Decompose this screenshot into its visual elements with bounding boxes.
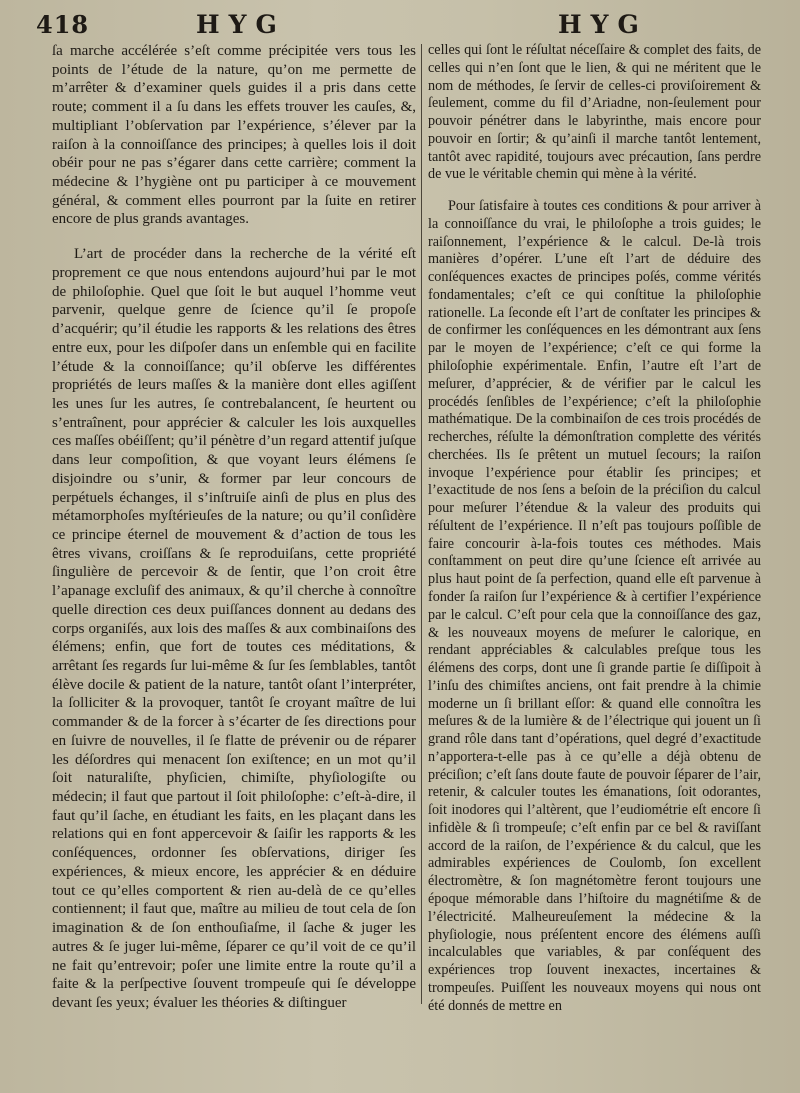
paragraph: Pour ſatisfaire à toutes ces conditions & pour arriver à la connoiſſance du vrai, le philoſophe a trois guides; le raiſonnement, l’expérience & le calcul. De-là trois manières d’opérer. L’une eſt l’art de déduire des conſéquences exactes de principes poſés, comme vérités fondamentales; c’eſt ce qui conſtitue la philoſophie rationelle. La ſeconde eſt l’art de conſtater les principes & de confirmer les conſéquences en les démontrant aux ſens par le moyen de l’expérience; c’eſt ce qui forme la philoſophie expérimentale. Enfin, l’autre eſt l’art de meſurer, d’apprécier, & de vérifier par le calcul les procédés ſenſibles de l’expérience; c’eſt la philoſophie mathématique. De la combinaiſon de ces trois procédés de recherches, réſulte la démonſtration complette des vérités cherchées. Ils ſe prêtent un mutuel ſecours; la raiſon invoque l’expérience pour établir ſes principes; et l’exactitude de nos ſens a beſoin de la préciſion du calcul pour meſurer l’étendue & la valeur des produits qui réſultent de l’expérience. Il n’eſt pas toujours poſſible de faire concourir à-la-fois toutes ces méthodes. Mais conſtamment on peut dire qu’une ſcience eſt arrivée au plus haut point de ſa perfection, quand elle eſt parvenue à fonder ſa raiſon ſur l’expérience & à certifier l’expérience par le calcul. C’eſt pour cela que la connoiſſance des gaz, & les nouveaux moyens de meſurer le calorique, en rendant appréciables & calculables preſque tous les élémens des corps, dont une ſi grande partie ſe diſſipoit à l’inſu des chimiſtes anciens, ont fait prendre à la chimie moderne un ſi brillant eſſor: & quand elle connoîtra les meſures & de la lumière & de l’électrique qui jouent un ſi grand rôle dans tant d’opérations, quel degré d’exactitude n’apportera-t-elle pas à ce qu’elle a déjà obtenu de préciſion; c’eſt ſans doute faute de pouvoir ſéparer de l’air, retenir, & calculer toutes les émanations, ſoit odorantes, ſoit inodores qui l’altèrent, que l’eudiométrie eſt encore ſi infidèle & ſi trompeuſe; c’eſt enfin par ce bel & raviſſant accord de la raiſon, de l’expérience & du calcul, que les admirables expériences de Coulomb, ſon excellent électromètre, & ſon magnétomètre feront toujours une époque mémorable dans l’hiſtoire du magnétiſme & de l’électricité. Malheureuſement la médecine & la phyſiologie, nous préſentent encore des élémens auſſi incalculables que variables, & par conſéquent des expériences trop ſouvent inexactes, incertaines & trompeuſes. Puiſſent les nouveaux moyens qui nous ont été donnés de mettre en [428,198,761,1014]
running-title-left: HYG [196,10,286,39]
page-number: 418 [36,10,90,39]
paragraph: L’art de procéder dans la recherche de la vérité eſt proprement ce que nous entendons aujourd’hui par le mot de philoſophie. Quel que ſoit le but auquel l’homme veut parvenir, quelque genre de ſcience qu’il ſe propoſe d’acquérir; qu’il étudie les rapports & les relations des êtres entre eux, pour les diſpoſer dans un enſemble qui en facilite l’étude & la connoiſſance; qu’il obſerve les différentes propriétés de leurs maſſes & la manière dont elles agiſſent les unes ſur les autres, ſe contrebalancent, ſe heurtent ou s’entraînent, pour apprécier & calculer les lois auxquelles ces maſſes obéiſſent; qu’il pénètre d’un regard attentif juſque dans leur compoſition, & que voyant leurs élémens ſe disjoindre ou s’unir, & former par leur concours de perpétuels échanges, il s’inſtruiſe ainſi de plus en plus des métamorphoſes myſtérieuſes de la nature; ou qu’il conſidère ce principe éternel de mouvement & d’action de tous les êtres vivans, croiſſans & ſe reproduiſans, cette propriété ſingulière de percevoir & de ſentir, que l’on croit être l’apanage excluſif des animaux, & qu’il cherche à connoître quelle direction ces deux puiſſances donnent au dedans des corps organiſés, aux lois des maſſes & aux combinaiſons des élémens; enfin, que fort de toutes ces méditations, & arrêtant ſes regards ſur lui-même & ſur ſes ſemblables, tantôt élève docile & patient de la nature, tantôt oſant l’interpréter, la ſolliciter & la provoquer, tantôt ſe croyant maître de lui commander & de la forcer à s’écarter de ſes directions pour en ſuivre de nouvelles, il ſe flatte de prévenir ou de réparer les déſordres qui menacent ſon exiſtence; en un mot qu’il ſoit naturaliſte, phyſicien, chimiſte, phyſiologiſte ou médecin; il faut que partout il ſoit philoſophe: c’eſt-à-dire, il faut qu’il ſache, en étudiant les faits, en les plaçant dans les relations qui en font appercevoir & ſaiſir les rapports & les conſéquences, ordonner ſes obſervations, diriger ſes expériences, & mieux encore, les apprécier & en déduire tout ce qu’elles comportent & rien au-delà de ce qu’elles contiennent; il faut que, maître au milieu de tout cela de ſon imagination & de ſon enthouſiaſme, il ſache & juger les autres & ſe juger lui-même, ſéparer ce qu’il voit de ce qu’il ne fait qu’entrevoir; poſer une limite entre la route qu’il a faite & la perſpective ſouvent trompeuſe qui ſe développe devant ſes yeux; évaluer les théories & diſtinguer [52,246,416,1011]
paragraph: ſa marche accélérée s’eſt comme précipitée vers tous les points de l’étude de la nature, qu’on me permette de m’arrêter & d’examiner quels guides il a pris dans cette route; comment il a ſu dans les effets trouver les cauſes, &, multipliant l’obſervation par l’expérience, s’élever par la raiſon à la connoiſſance des principes; à quelles lois il doit obéir pour ne pas s’égarer dans cette carrière; comment la médecine & l’hygiène ont pu participer à ce mouvement général, & comment elles pourront par la ſuite en retirer encore de plus grands avantages. [52,43,416,228]
left-column [52,42,416,1013]
running-header [0,8,800,42]
right-column [428,42,761,1015]
running-title-right: HYG [558,10,648,39]
paragraph: celles qui ſont le réſultat néceſſaire & complet des faits, de celles qui n’en ſont que le lien, & qui ne méritent que le nom de méthodes, ſe ſervir de celles-ci proviſoirement & ſeulement, comme du fil d’Ariadne, non-ſeulement pour pouvoir pénétrer dans le labyrinthe, mais encore pour pouvoir en ſortir; & qu’ainſi il marche tantôt lentement, tantôt avec rapidité, toujours avec précaution, ſans perdre de vue le véritable chemin qui mène à la vérité. [428,42,761,183]
column-divider [421,44,422,1004]
